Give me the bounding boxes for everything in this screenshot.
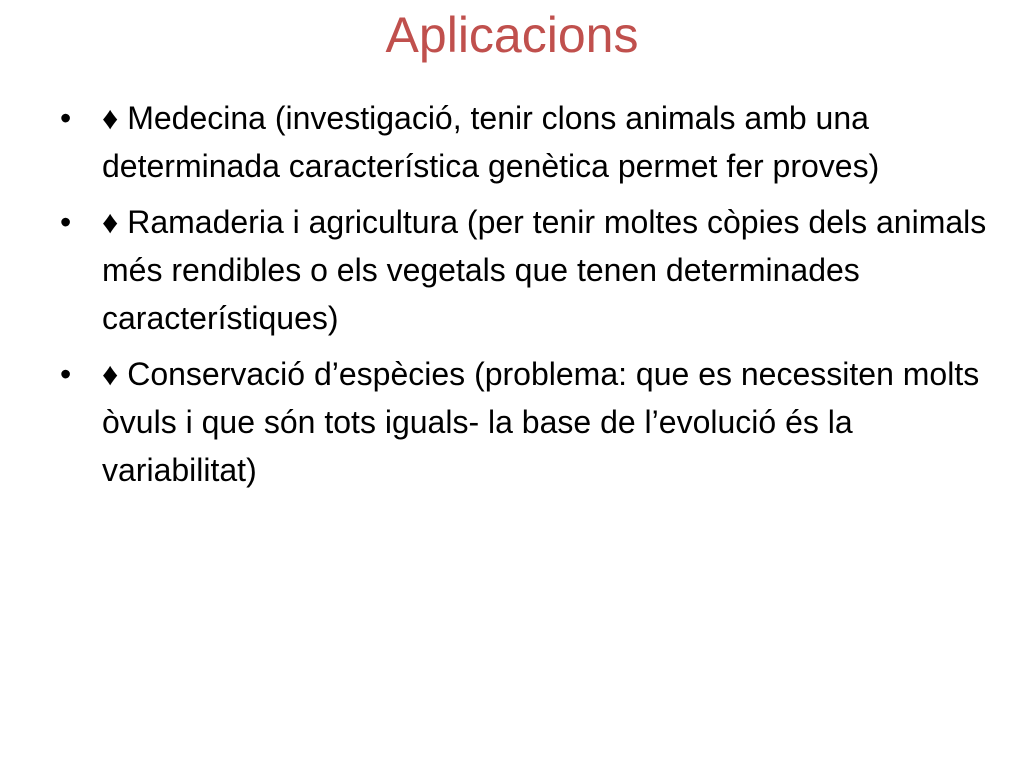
bullet-item-ramaderia (56, 198, 996, 342)
bullet-dot-icon: • (60, 356, 72, 392)
bullet-item-medecina (56, 94, 996, 190)
bullet-text: ♦ Medecina (investigació, tenir clons animals amb una determinada característica genètica permet fer proves) (102, 100, 880, 184)
bullet-text: ♦ Conservació d’espècies (problema: que es necessiten molts òvuls i que són tots iguals- la base de l’evolució és la variabilitat) (102, 356, 980, 488)
bullet-dot-icon: • (60, 204, 72, 240)
bullet-item-conservacio (56, 350, 996, 494)
bullet-text: ♦ Ramaderia i agricultura (per tenir moltes còpies dels animals més rendibles o els vegetals que tenen determinades característiques) (102, 204, 987, 336)
bullet-list (56, 94, 996, 502)
slide-title: Aplicacions (385, 7, 639, 63)
bullet-dot-icon: • (60, 100, 72, 136)
